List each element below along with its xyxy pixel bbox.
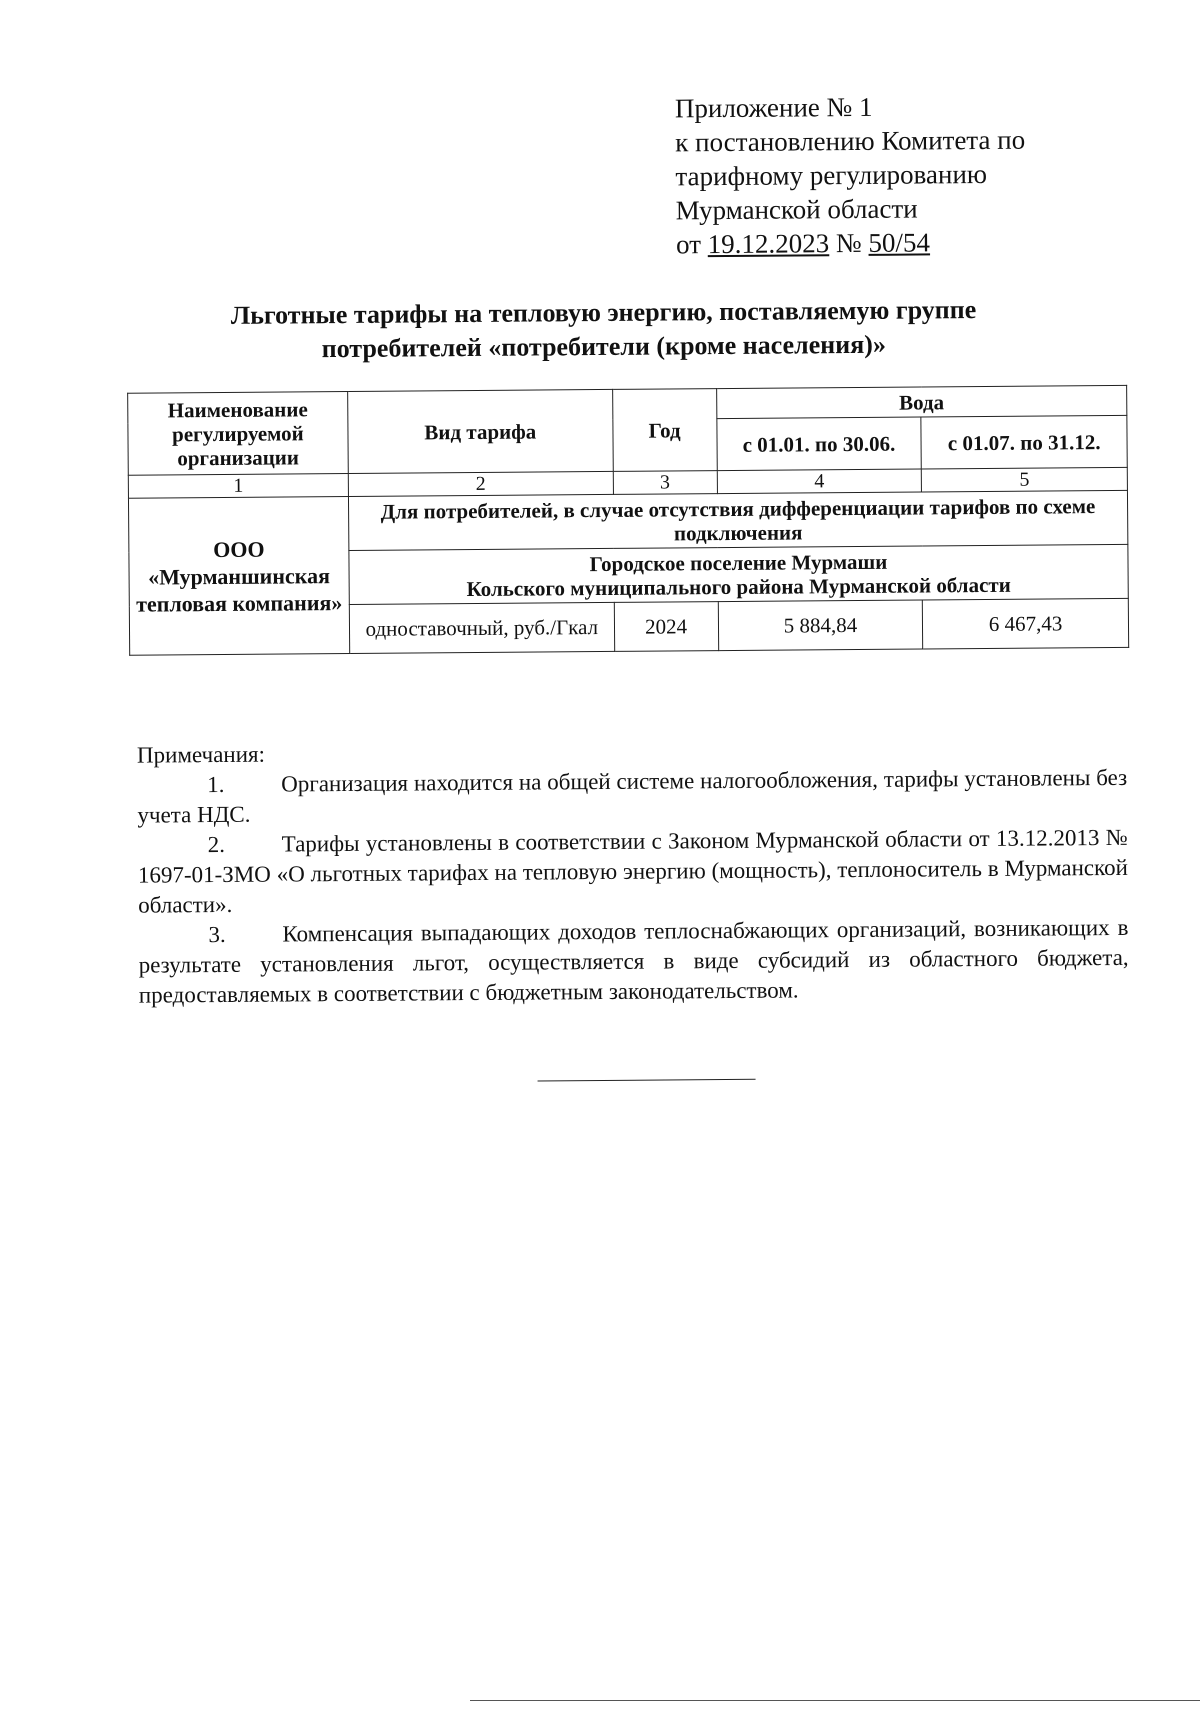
tariff-table [127,385,1129,656]
organization-title: «Мурманшинская тепловая компания» [136,562,343,617]
note-item [138,913,1129,1011]
appendix-line: Мурманской области [675,193,918,226]
appendix-line: к постановлению Комитета по [675,124,1026,158]
note-text: Организация находится на общей системе налогообложения, тарифы установлены без учета НДС. [137,764,1128,828]
end-divider [538,1079,756,1082]
column-number: 2 [348,471,613,496]
resolution-number: 50/54 [868,227,931,258]
settlement-district: Кольского муниципального района Мурманской области [466,572,1011,601]
header-water: Вода [716,385,1127,418]
column-number: 4 [717,469,922,494]
title-line: потребителей «потребители (кроме населения)» [321,329,887,364]
column-number: 5 [922,467,1128,492]
note-number: 1. [207,771,225,798]
resolution-date: 19.12.2023 [707,228,830,260]
settlement-name: Городское поселение Мурмаши [589,549,888,576]
header-period-2: с 01.07. по 31.12. [921,415,1127,469]
appendix-line: Приложение № 1 [674,91,873,124]
year-cell: 2024 [614,602,718,652]
settlement-row [349,544,1128,604]
note-number: 2. [207,831,226,858]
tariff-type-cell: одноставочный, руб./Гкал [349,602,614,653]
scan-edge-line [470,1700,1200,1701]
number-prefix: № [829,227,869,259]
organization-name [128,496,349,655]
period-2-value: 6 467,43 [923,598,1129,649]
notes-heading: Примечания: [136,741,266,768]
header-org: Наименование регулируемой организации [128,391,349,475]
note-text: Тарифы установлены в соответствии с Законом Мурманской области от 13.12.2013 № 1697-01-ЗМО «О льготных тарифах на тепловую энергию (мощность), теплоноситель в Мурманской области». [137,824,1128,918]
header-year: Год [612,389,717,472]
document-title [148,292,1059,367]
column-number: 1 [128,473,348,498]
organization-form: ООО [213,536,265,562]
note-item [138,823,1129,921]
appendix-date-line [676,224,1146,262]
appendix-header [675,88,1146,262]
consumer-group-row: Для потребителей, в случае отсутствия дифференциации тарифов по схеме подключения [348,490,1127,550]
title-line: Льготные тарифы на тепловую энергию, поставляемую группе [230,295,977,330]
header-period-1: с 01.01. по 30.06. [716,417,921,471]
date-prefix: от [675,229,708,260]
appendix-line: тарифному регулированию [675,158,988,192]
header-tariff-type: Вид тарифа [348,389,613,473]
notes-section [137,733,1129,1011]
note-text: Компенсация выпадающих доходов теплоснабжающих организаций, возникающих в результате установления льгот, осуществляется в виде субсидий из областного бюджета, предоставляемых в соответствии с бюджетным законодательством. [138,914,1129,1008]
note-number: 3. [208,921,226,948]
note-item [137,763,1127,831]
column-number: 3 [613,471,717,495]
period-1-value: 5 884,84 [718,600,923,651]
